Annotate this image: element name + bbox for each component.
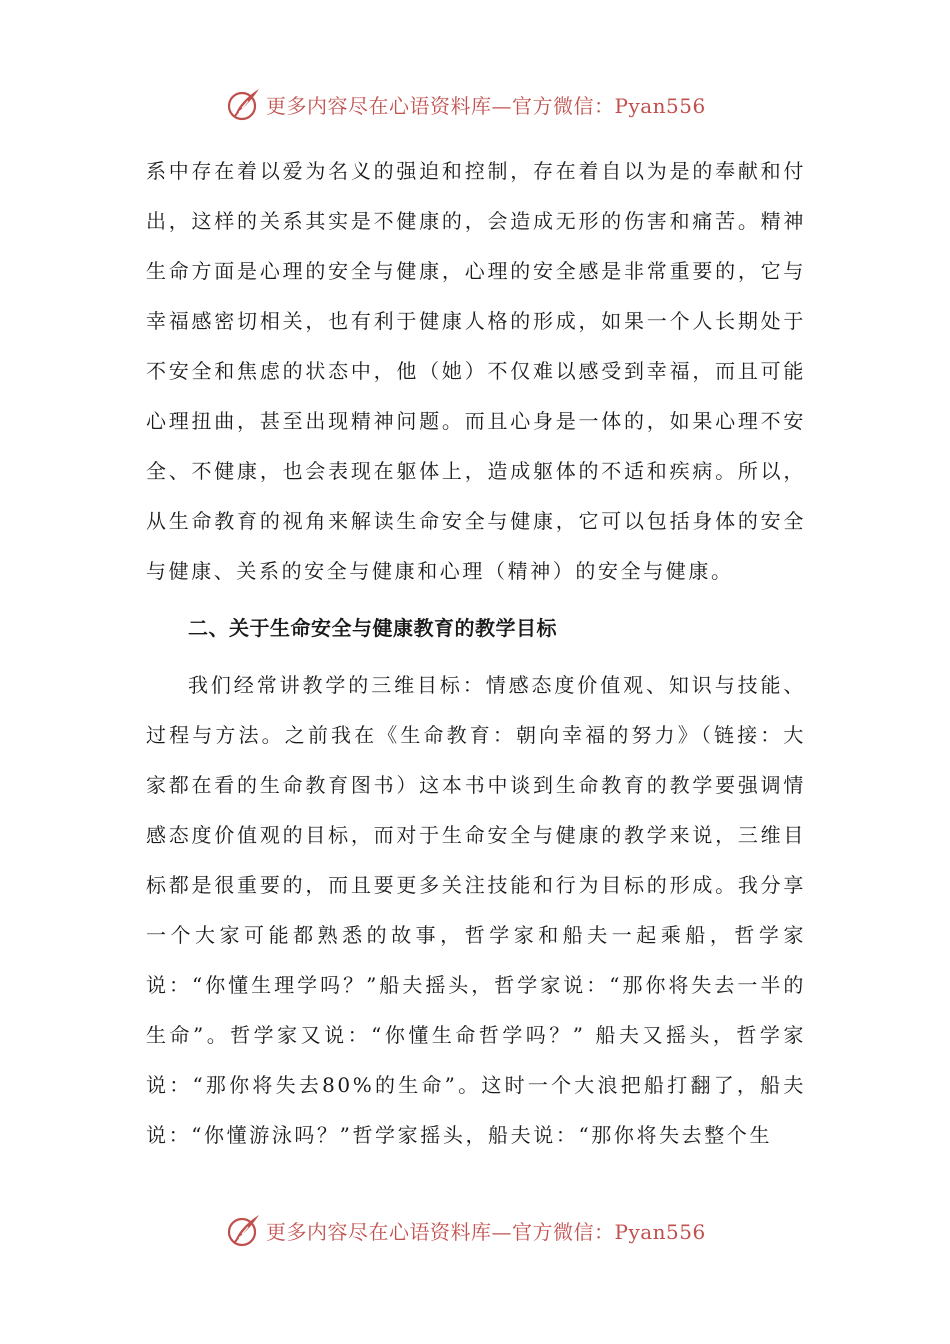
document-body	[146, 146, 806, 1160]
quill-logo-icon	[226, 1212, 262, 1248]
paragraph-teaching-goals: 我们经常讲教学的三维目标：情感态度价值观、知识与技能、过程与方法。之前我在《生命教育：朝向幸福的努力》（链接：大家都在看的生命教育图书）这本书中谈到生命教育的教学要强调情感态度价值观的目标，而对于生命安全与健康的教学来说，三维目标都是很重要的，而且要更多关注技能和行为目标的形成。我分享一个大家可能都熟悉的故事，哲学家和船夫一起乘船，哲学家说：“你懂生理学吗？”船夫摇头，哲学家说：“那你将失去一半的生命”。哲学家又说：“你懂生命哲学吗？” 船夫又摇头，哲学家说：“那你将失去80%的生命”。这时一个大浪把船打翻了，船夫说：“你懂游泳吗？”哲学家摇头，船夫说：“那你将失去整个生	[146, 673, 806, 1147]
header-banner-text: 更多内容尽在心语资料库—官方微信：Pyan556	[266, 93, 706, 118]
paragraph-continued: 系中存在着以爱为名义的强迫和控制，存在着自以为是的奉献和付出，这样的关系其实是不健康的，会造成无形的伤害和痛苦。精神生命方面是心理的安全与健康，心理的安全感是非常重要的，它与幸福感密切相关，也有利于健康人格的形成，如果一个人长期处于不安全和焦虑的状态中，他（她）不仅难以感受到幸福，而且可能心理扭曲，甚至出现精神问题。而且心身是一体的，如果心理不安全、不健康，也会表现在躯体上，造成躯体的不适和疾病。所以，从生命教育的视角来解读生命安全与健康，它可以包括身体的安全与健康、关系的安全与健康和心理（精神）的安全与健康。	[146, 159, 806, 583]
header-banner	[226, 84, 746, 124]
section-heading: 二、关于生命安全与健康教育的教学目标	[188, 616, 557, 640]
footer-banner	[226, 1210, 746, 1250]
footer-banner-text: 更多内容尽在心语资料库—官方微信：Pyan556	[266, 1219, 706, 1244]
quill-logo-icon	[226, 86, 262, 122]
